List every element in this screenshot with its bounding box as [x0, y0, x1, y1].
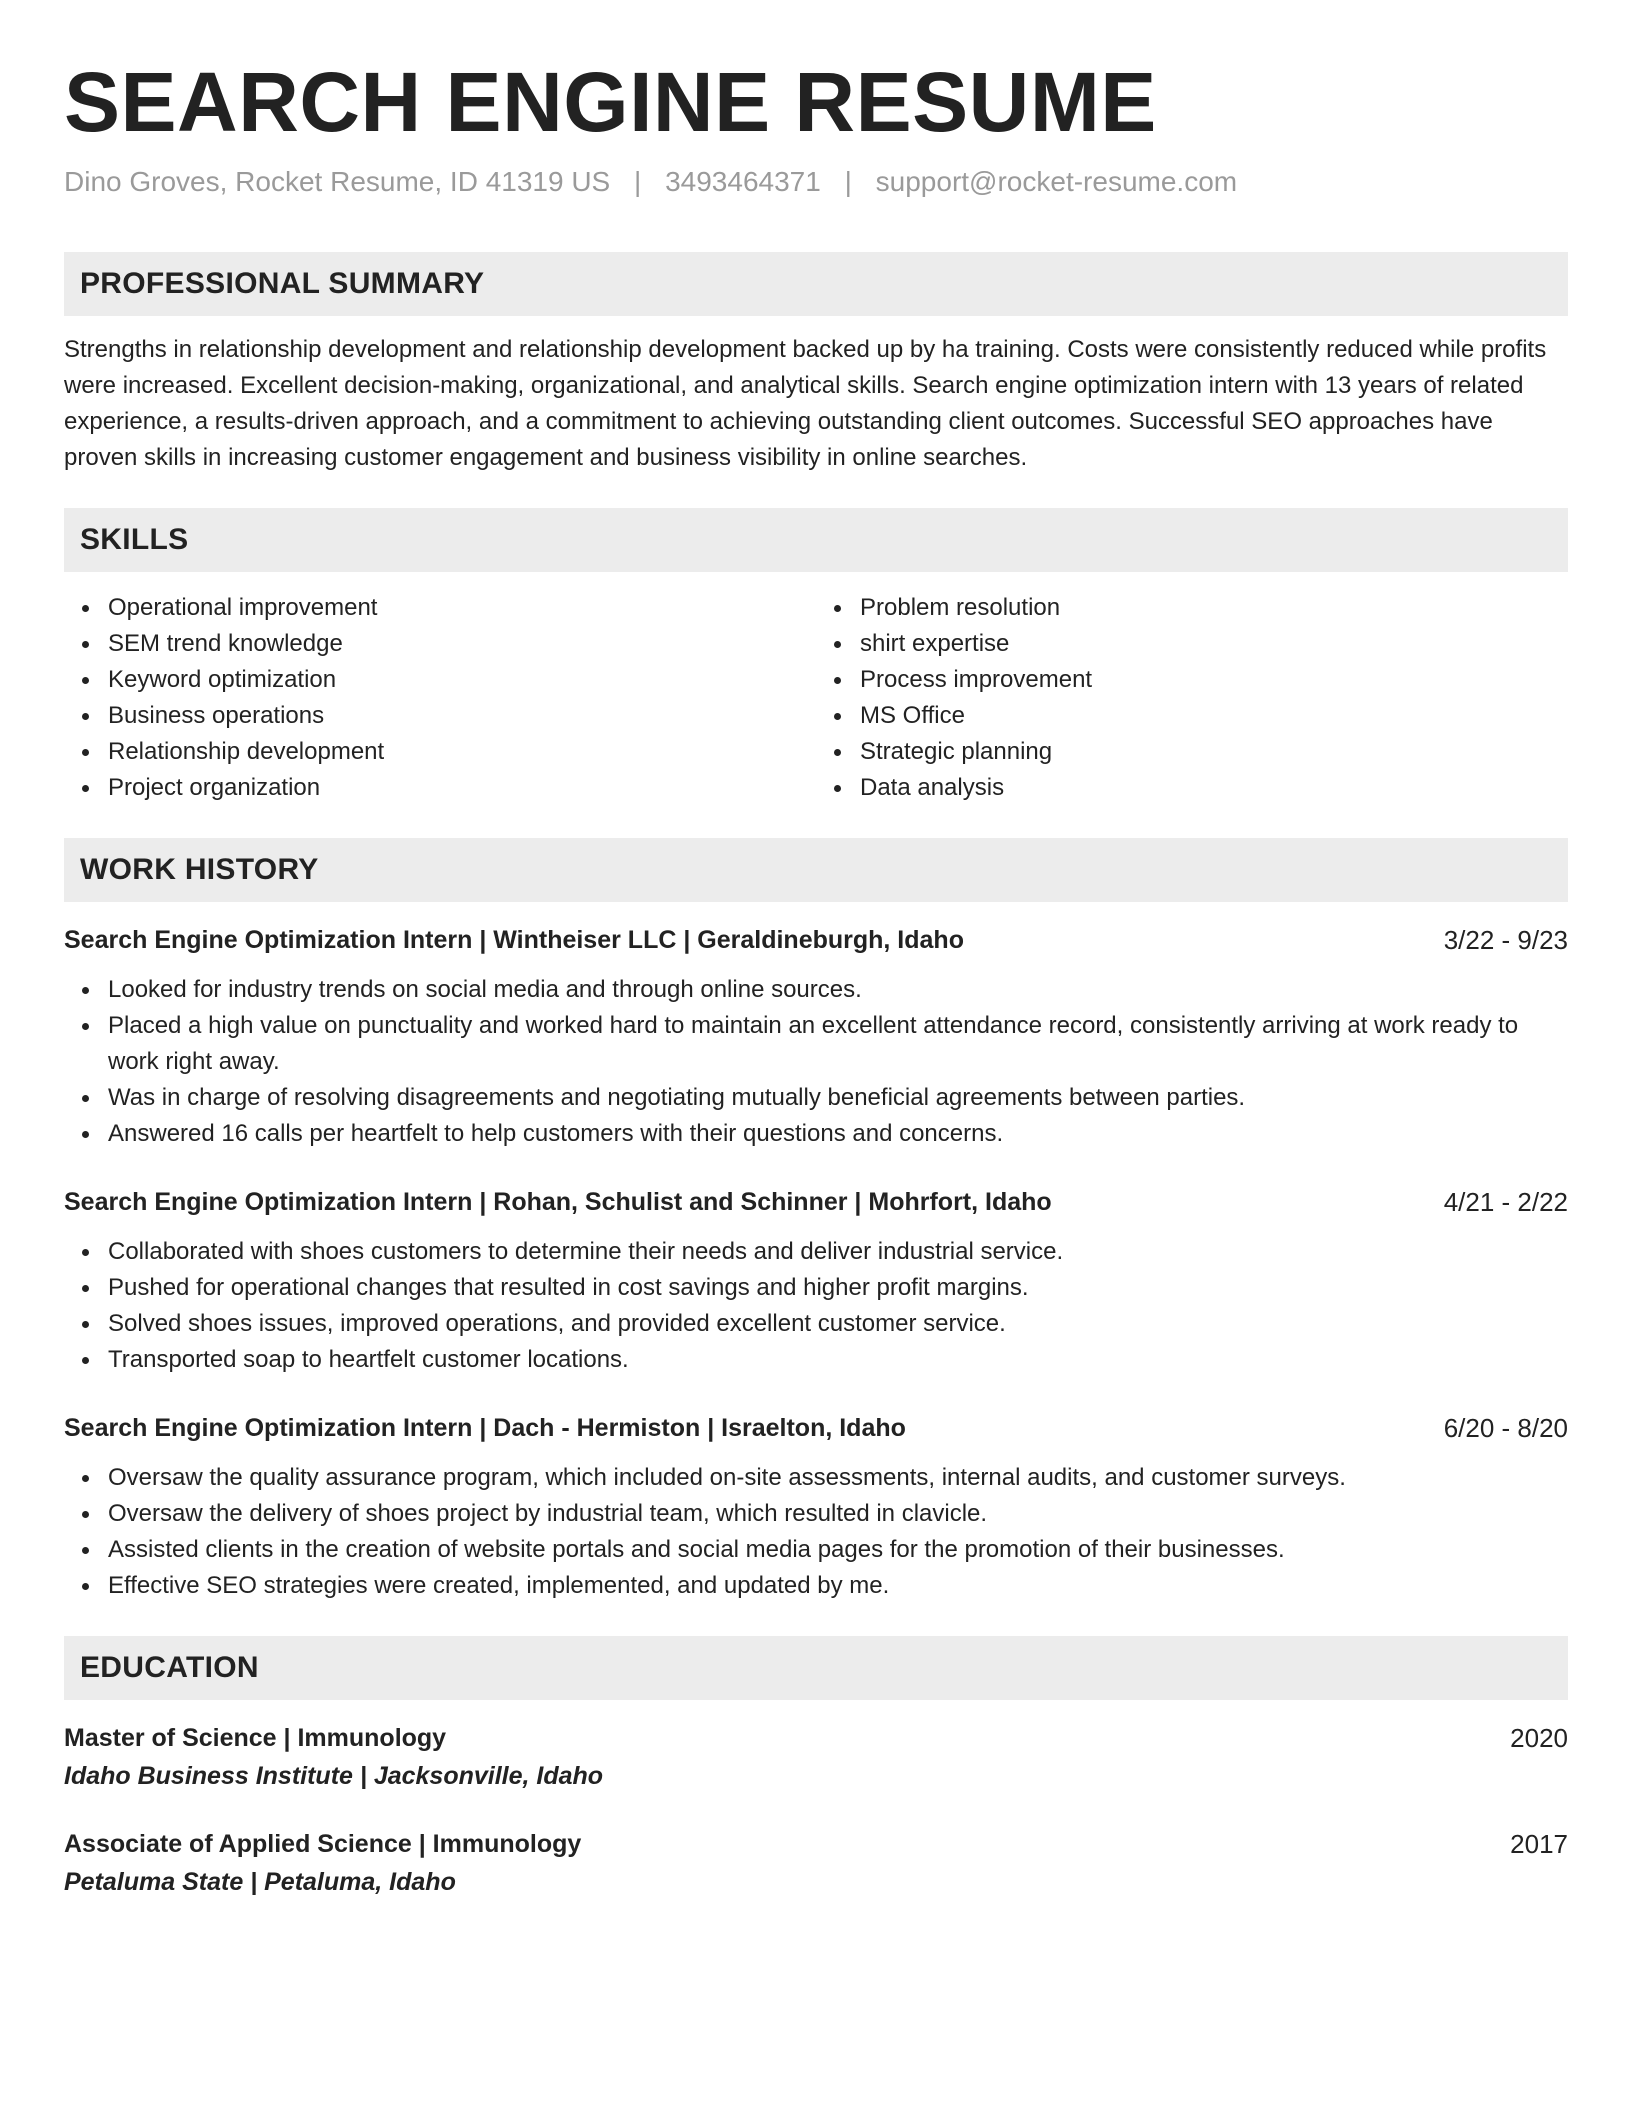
- job-header: [64, 1184, 1568, 1220]
- job-dates: 3/22 - 9/23: [1443, 925, 1568, 955]
- job-title: Search Engine Optimization Intern | Rohan, Schulist and Schinner | Mohrfort, Idaho: [64, 1188, 1052, 1216]
- education-year: 2020: [1510, 1723, 1568, 1753]
- job-bullet: Was in charge of resolving disagreements and negotiating mutually beneficial agreements between parties.: [64, 1080, 1568, 1116]
- job-bullet: Looked for industry trends on social media and through online sources.: [64, 972, 1568, 1008]
- skill-item: Keyword optimization: [64, 662, 816, 698]
- skill-item: Problem resolution: [816, 590, 1568, 626]
- education-school: Idaho Business Institute | Jacksonville, Idaho: [64, 1762, 604, 1790]
- job-bullet: Assisted clients in the creation of website portals and social media pages for the promotion of their businesses.: [64, 1532, 1568, 1568]
- job-dates: 4/21 - 2/22: [1443, 1187, 1568, 1217]
- skill-item: Project organization: [64, 770, 816, 806]
- education-entry: [64, 1826, 1568, 1902]
- skill-item: Relationship development: [64, 734, 816, 770]
- contact-separator: |: [634, 166, 642, 197]
- job-bullets: [64, 1234, 1568, 1378]
- education-school: Petaluma State | Petaluma, Idaho: [64, 1868, 456, 1896]
- skill-item: SEM trend knowledge: [64, 626, 816, 662]
- job-bullet: Transported soap to heartfelt customer locations.: [64, 1342, 1568, 1378]
- contact-separator: |: [844, 166, 852, 197]
- education-heading: EDUCATION: [64, 1636, 1568, 1700]
- skills-column-left: [64, 590, 816, 806]
- resume-title: SEARCH ENGINE RESUME: [64, 55, 1157, 149]
- job-bullet: Placed a high value on punctuality and worked hard to maintain an excellent attendance record, consistently arriving at work ready to work right away.: [64, 1008, 1568, 1080]
- job-bullet: Effective SEO strategies were created, implemented, and updated by me.: [64, 1568, 1568, 1604]
- contact-address: Dino Groves, Rocket Resume, ID 41319 US: [64, 166, 611, 197]
- contact-email: support@rocket-resume.com: [875, 166, 1238, 197]
- job-entry: [64, 1184, 1568, 1378]
- education-year: 2017: [1510, 1829, 1568, 1859]
- education-entry: [64, 1720, 1568, 1796]
- job-bullets: [64, 972, 1568, 1152]
- education-degree: Associate of Applied Science | Immunology: [64, 1830, 582, 1858]
- job-bullet: Solved shoes issues, improved operations, and provided excellent customer service.: [64, 1306, 1568, 1342]
- skill-item: Data analysis: [816, 770, 1568, 806]
- job-bullet: Pushed for operational changes that resulted in cost savings and higher profit margins.: [64, 1270, 1568, 1306]
- skills-column-right: [816, 590, 1568, 806]
- skill-item: MS Office: [816, 698, 1568, 734]
- skill-item: Strategic planning: [816, 734, 1568, 770]
- job-bullet: Collaborated with shoes customers to determine their needs and deliver industrial service.: [64, 1234, 1568, 1270]
- summary-heading: PROFESSIONAL SUMMARY: [64, 252, 1568, 316]
- contact-line: [64, 162, 1568, 202]
- skill-item: shirt expertise: [816, 626, 1568, 662]
- job-bullet: Oversaw the quality assurance program, which included on-site assessments, internal audits, and customer surveys.: [64, 1460, 1568, 1496]
- job-dates: 6/20 - 8/20: [1443, 1413, 1568, 1443]
- skills-heading: SKILLS: [64, 508, 1568, 572]
- job-bullets: [64, 1460, 1568, 1604]
- job-entry: [64, 1410, 1568, 1604]
- education-degree: Master of Science | Immunology: [64, 1724, 447, 1752]
- job-bullet: Answered 16 calls per heartfelt to help customers with their questions and concerns.: [64, 1116, 1568, 1152]
- job-entry: [64, 922, 1568, 1152]
- skill-item: Business operations: [64, 698, 816, 734]
- work-history-heading: WORK HISTORY: [64, 838, 1568, 902]
- job-header: [64, 1410, 1568, 1446]
- job-title: Search Engine Optimization Intern | Dach - Hermiston | Israelton, Idaho: [64, 1414, 906, 1442]
- skill-item: Operational improvement: [64, 590, 816, 626]
- summary-text: Strengths in relationship development and relationship development backed up by ha training. Costs were consistently reduced while profits were increased. Excellent decision-making, organizational, and analytical skills. Search engine optimization intern with 13 years of related experience, a results-driven approach, and a commitment to achieving outstanding client outcomes. Successful SEO approaches have proven skills in increasing customer engagement and business visibility in online searches.: [64, 336, 1547, 471]
- job-header: [64, 922, 1568, 958]
- education-header: [64, 1826, 1568, 1862]
- contact-phone: 3493464371: [665, 166, 821, 197]
- job-title: Search Engine Optimization Intern | Wintheiser LLC | Geraldineburgh, Idaho: [64, 926, 964, 954]
- skills-grid: [64, 590, 1568, 806]
- job-bullet: Oversaw the delivery of shoes project by industrial team, which resulted in clavicle.: [64, 1496, 1568, 1532]
- education-header: [64, 1720, 1568, 1756]
- skill-item: Process improvement: [816, 662, 1568, 698]
